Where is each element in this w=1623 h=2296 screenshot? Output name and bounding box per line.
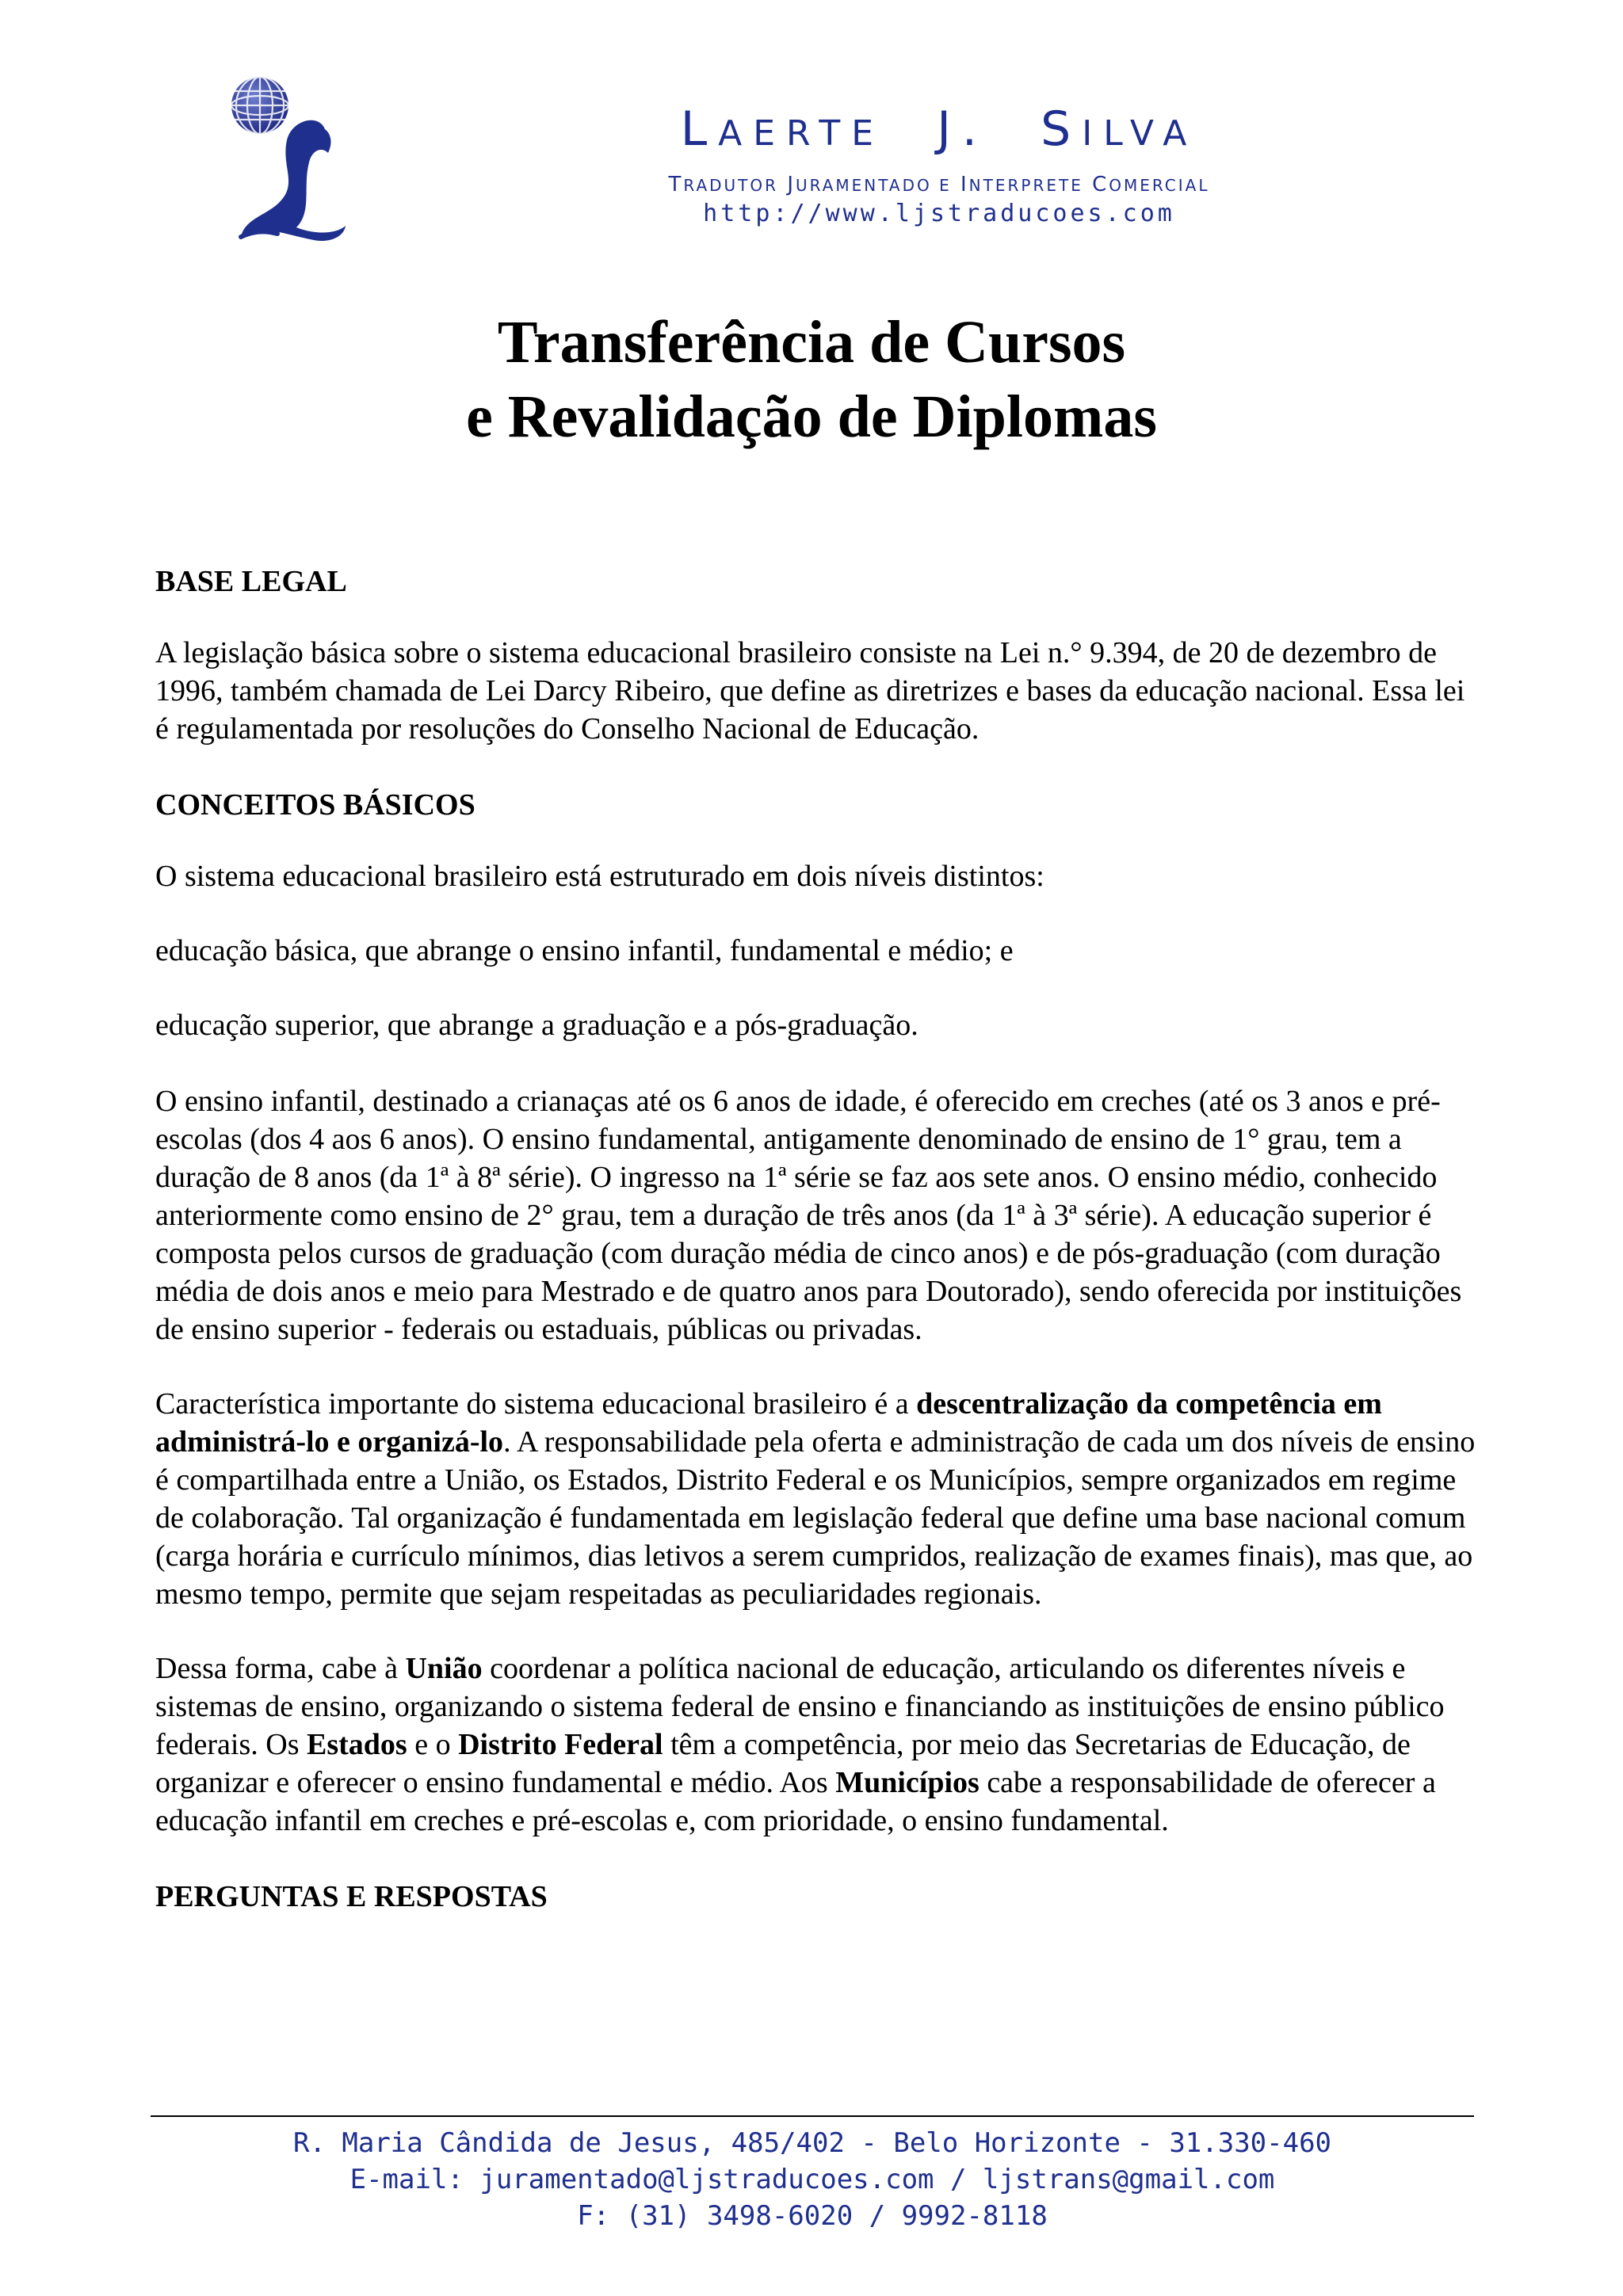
title-line-1: Transferência de Cursos	[497, 309, 1126, 376]
footer-phone: F: (31) 3498-6020 / 9992-8118	[577, 2200, 1048, 2232]
bold-text: descentralização da competência em administrá-lo e organizá-lo	[155, 1387, 1382, 1459]
letterhead	[555, 103, 1323, 227]
bold-text: Municípios	[835, 1766, 980, 1799]
bold-text: Distrito Federal	[458, 1728, 663, 1761]
section-heading-perguntas: PERGUNTAS E RESPOSTAS	[155, 1880, 548, 1913]
bold-text: Estados	[306, 1728, 407, 1761]
paragraph: A legislação básica sobre o sistema educacional brasileiro consiste na Lei n.° 9.394, de 20 de dezembro de 1996, também chamada de Lei Darcy Ribeiro, que define as diretrizes e bases da educação nacional. Essa lei é regulamentada por resoluções do Conselho Nacional de Educação.	[155, 636, 1465, 746]
logo-globe-l-icon	[230, 67, 349, 250]
paragraph: O ensino infantil, destinado a crianaças até os 6 anos de idade, é oferecido em creches (até os 3 anos e pré-escolas (dos 4 aos 6 anos). O ensino fundamental, antigamente denominado de ensino de 1° grau, tem a duração de 8 anos (da 1ª à 8ª série). O ingresso na 1ª série se faz aos sete anos. O ensino médio, conhecido anteriormente como ensino de 2° grau, tem a duração de três anos (da 1ª à 3ª série). A educação superior é composta pelos cursos de graduação (com duração média de cinco anos) e de pós-graduação (com duração média de dois anos e meio para Mestrado e de quatro anos para Doutorado), sendo oferecida por instituições de ensino superior - federais ou estaduais, públicas ou privadas.	[155, 1085, 1462, 1346]
paragraph: educação superior, que abrange a graduação e a pós-graduação.	[155, 1009, 918, 1042]
section-heading-base-legal: BASE LEGAL	[155, 565, 347, 598]
section-heading-conceitos: CONCEITOS BÁSICOS	[155, 788, 475, 822]
document-title	[0, 305, 1623, 454]
brand-subtitle: TRADUTOR JURAMENTADO E INTERPRETE COMERCIAL	[668, 173, 1210, 196]
paragraph: educação básica, que abrange o ensino infantil, fundamental e médio; e	[155, 934, 1014, 967]
footer-divider	[151, 2115, 1474, 2117]
footer-email[interactable]: E-mail: juramentado@ljstraducoes.com / ljstrans@gmail.com	[349, 2164, 1275, 2195]
brand-name: LAERTE J. SILVA	[680, 101, 1198, 157]
company-logo	[230, 67, 349, 250]
title-line-2: e Revalidação de Diplomas	[466, 383, 1157, 450]
paragraph: Dessa forma, cabe à União coordenar a política nacional de educação, articulando os diferentes níveis e sistemas de ensino, organizando o sistema federal de ensino e financiando as instituições de ensino público federais. Os Estados e o Distrito Federal têm a competência, por meio das Secretarias de Educação, de organizar e oferecer o ensino fundamental e médio. Aos Municípios cabe a responsabilidade de oferecer a educação infantil em creches e pré-escolas e, com prioridade, o ensino fundamental.	[155, 1652, 1445, 1837]
paragraph: Característica importante do sistema educacional brasileiro é a descentralização da competência em administrá-lo e organizá-lo. A responsabilidade pela oferta e administração de cada um dos níveis de ensino é compartilhada entre a União, os Estados, Distrito Federal e os Municípios, sempre organizados em regime de colaboração. Tal organização é fundamentada em legislação federal que define uma base nacional comum (carga horária e currículo mínimos, dias letivos a serem cumpridos, realização de exames finais), mas que, ao mesmo tempo, permite que sejam respeitadas as peculiaridades regionais.	[155, 1387, 1476, 1611]
document-body	[155, 563, 1479, 1916]
footer	[151, 2125, 1474, 2234]
bold-text: União	[405, 1652, 483, 1685]
website-link[interactable]: http://www.ljstraducoes.com	[703, 200, 1175, 227]
paragraph: O sistema educacional brasileiro está estruturado em dois níveis distintos:	[155, 860, 1044, 893]
footer-address: R. Maria Cândida de Jesus, 485/402 - Belo Horizonte - 31.330-460	[292, 2127, 1332, 2159]
